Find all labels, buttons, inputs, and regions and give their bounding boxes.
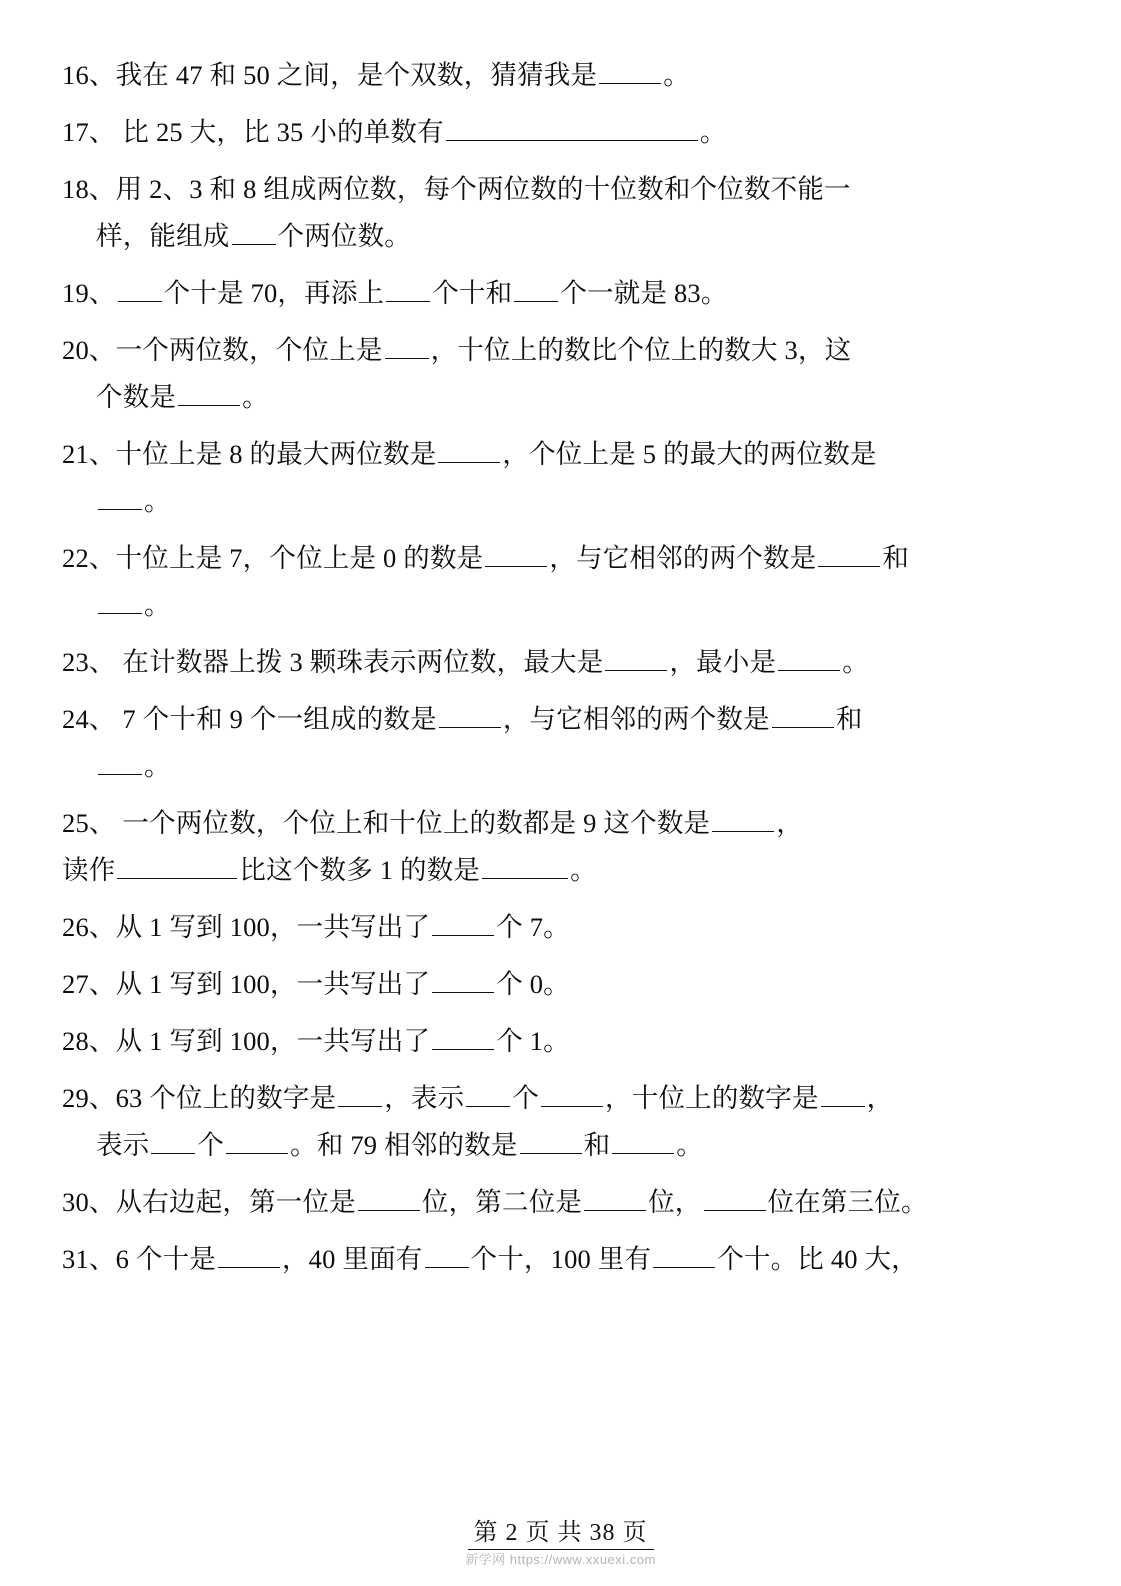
question-q20: [62, 327, 1059, 421]
answer-blank[interactable]: [584, 1188, 646, 1211]
answer-blank[interactable]: [821, 1084, 865, 1107]
answer-blank[interactable]: [117, 856, 237, 879]
question-text: 个十。比 40 大，: [717, 1244, 918, 1274]
question-q24: [62, 696, 1059, 790]
answer-blank[interactable]: [386, 279, 430, 302]
question-text: 17、 比 25 大，比 35 小的单数有: [62, 117, 444, 147]
question-text: 位，: [648, 1187, 702, 1217]
question-text: 表示: [96, 1130, 150, 1160]
question-text: 27、从 1 写到 100，一共写出了: [62, 969, 431, 999]
answer-blank[interactable]: [778, 648, 840, 671]
question-q29: [62, 1075, 1059, 1169]
question-text: 位，第二位是: [421, 1187, 583, 1217]
question-text: 个数是: [96, 382, 177, 412]
question-text: 20、一个两位数，个位上是: [62, 335, 383, 365]
answer-blank[interactable]: [482, 856, 568, 879]
answer-blank[interactable]: [712, 809, 774, 832]
answer-blank[interactable]: [520, 1131, 582, 1154]
question-line: [62, 847, 1059, 894]
answer-blank[interactable]: [432, 970, 494, 993]
answer-blank[interactable]: [178, 383, 240, 406]
question-text: 个 7。: [496, 912, 570, 942]
question-line: [62, 743, 1059, 790]
answer-blank[interactable]: [98, 752, 142, 775]
question-text: 28、从 1 写到 100，一共写出了: [62, 1026, 431, 1056]
question-text: ，表示: [384, 1083, 465, 1113]
question-q31: [62, 1236, 1059, 1283]
answer-blank[interactable]: [514, 279, 558, 302]
answer-blank[interactable]: [151, 1131, 195, 1154]
question-text: ，40 里面有: [281, 1244, 423, 1274]
answer-blank[interactable]: [385, 336, 429, 359]
question-text: 个: [512, 1083, 540, 1113]
question-q23: [62, 639, 1059, 686]
question-text: 16、我在 47 和 50 之间，是个双数，猜猜我是: [62, 60, 598, 90]
question-text: 18、用 2、3 和 8 组成两位数，每个两位数的十位数和个位数不能一: [62, 174, 851, 204]
question-text: ，十位上的数字是: [605, 1083, 819, 1113]
question-text: ，: [776, 808, 803, 838]
page-footer: [0, 1512, 1121, 1550]
question-text: 个十和: [432, 278, 513, 308]
question-text: ，最小是: [669, 647, 777, 677]
question-text: ，与它相邻的两个数是: [502, 704, 770, 734]
answer-blank[interactable]: [438, 440, 500, 463]
question-text: 个两位数。: [277, 221, 411, 251]
answer-blank[interactable]: [653, 1245, 715, 1268]
answer-blank[interactable]: [541, 1084, 603, 1107]
question-line: [62, 374, 1059, 421]
question-q16: [62, 52, 1059, 99]
answer-blank[interactable]: [226, 1131, 288, 1154]
question-text: 。: [842, 647, 869, 677]
watermark: 新学网 https://www.xxuexi.com: [465, 1552, 656, 1567]
answer-blank[interactable]: [432, 1027, 494, 1050]
question-text: 读作: [62, 855, 116, 885]
answer-blank[interactable]: [358, 1188, 420, 1211]
question-text: 。和 79 相邻的数是: [290, 1130, 518, 1160]
question-text: 个 0。: [496, 969, 570, 999]
question-text: 21、十位上是 8 的最大两位数是: [62, 439, 437, 469]
answer-blank[interactable]: [466, 1084, 510, 1107]
answer-blank[interactable]: [218, 1245, 280, 1268]
answer-blank[interactable]: [446, 118, 698, 141]
page-footer-text: 第 2 页 共 38 页: [468, 1512, 654, 1550]
question-text: 。: [699, 117, 727, 147]
question-q19: [62, 270, 1059, 317]
question-text: 比这个数多 1 的数是: [239, 855, 481, 885]
answer-blank[interactable]: [425, 1245, 469, 1268]
question-text: 和: [835, 704, 863, 734]
question-text: 个 1。: [496, 1026, 570, 1056]
question-text: 22、十位上是 7，个位上是 0 的数是: [62, 543, 484, 573]
question-text: 24、 7 个十和 9 个一组成的数是: [62, 704, 437, 734]
question-text: 个十是 70，再添上: [163, 278, 385, 308]
question-text: 31、6 个十是: [62, 1244, 216, 1274]
answer-blank[interactable]: [599, 61, 661, 84]
question-text: 样，能组成: [96, 221, 230, 251]
question-line: [62, 478, 1059, 525]
question-text: 个: [197, 1130, 225, 1160]
question-q18: [62, 166, 1059, 260]
answer-blank[interactable]: [605, 648, 667, 671]
question-text: ，个位上是 5 的最大的两位数是: [502, 439, 877, 469]
question-q30: [62, 1179, 1059, 1226]
question-q25: [62, 800, 1059, 894]
question-text: ，与它相邻的两个数是: [549, 543, 817, 573]
answer-blank[interactable]: [232, 222, 276, 245]
answer-blank[interactable]: [432, 913, 494, 936]
question-list: [62, 52, 1059, 1283]
question-text: 26、从 1 写到 100，一共写出了: [62, 912, 431, 942]
question-text: 。: [242, 382, 269, 412]
question-q27: [62, 961, 1059, 1008]
question-text: ，: [866, 1083, 894, 1113]
question-text: 。: [663, 60, 690, 90]
question-q26: [62, 904, 1059, 951]
question-line: [62, 1122, 1059, 1169]
question-text: 。: [144, 486, 171, 516]
question-text: ，十位上的数比个位上的数大 3，这: [430, 335, 852, 365]
question-text: 个一就是 83。: [560, 278, 728, 308]
answer-blank[interactable]: [118, 279, 162, 302]
question-text: 个十，100 里有: [470, 1244, 652, 1274]
answer-blank[interactable]: [704, 1188, 766, 1211]
question-text: 和: [583, 1130, 611, 1160]
answer-blank[interactable]: [772, 705, 834, 728]
question-text: 和: [882, 543, 910, 573]
answer-blank[interactable]: [612, 1131, 674, 1154]
answer-blank[interactable]: [338, 1084, 382, 1107]
question-text: 29、63 个位上的数字是: [62, 1083, 337, 1113]
question-text: 23、 在计数器上拨 3 颗珠表示两位数，最大是: [62, 647, 604, 677]
answer-blank[interactable]: [98, 487, 142, 510]
question-q17: [62, 109, 1059, 156]
answer-blank[interactable]: [485, 544, 547, 567]
question-q22: [62, 535, 1059, 629]
question-q21: [62, 431, 1059, 525]
question-text: 25、 一个两位数，个位上和十位上的数都是 9 这个数是: [62, 808, 711, 838]
question-line: [62, 213, 1059, 260]
answer-blank[interactable]: [818, 544, 880, 567]
question-text: 。: [144, 590, 171, 620]
question-text: 。: [144, 751, 171, 781]
question-q28: [62, 1018, 1059, 1065]
question-text: 19、: [62, 278, 116, 308]
question-text: 30、从右边起，第一位是: [62, 1187, 356, 1217]
question-text: 。: [676, 1130, 703, 1160]
answer-blank[interactable]: [98, 591, 142, 614]
question-text: 位在第三位。: [767, 1187, 928, 1217]
question-line: [62, 582, 1059, 629]
question-text: 。: [570, 855, 597, 885]
answer-blank[interactable]: [439, 705, 501, 728]
